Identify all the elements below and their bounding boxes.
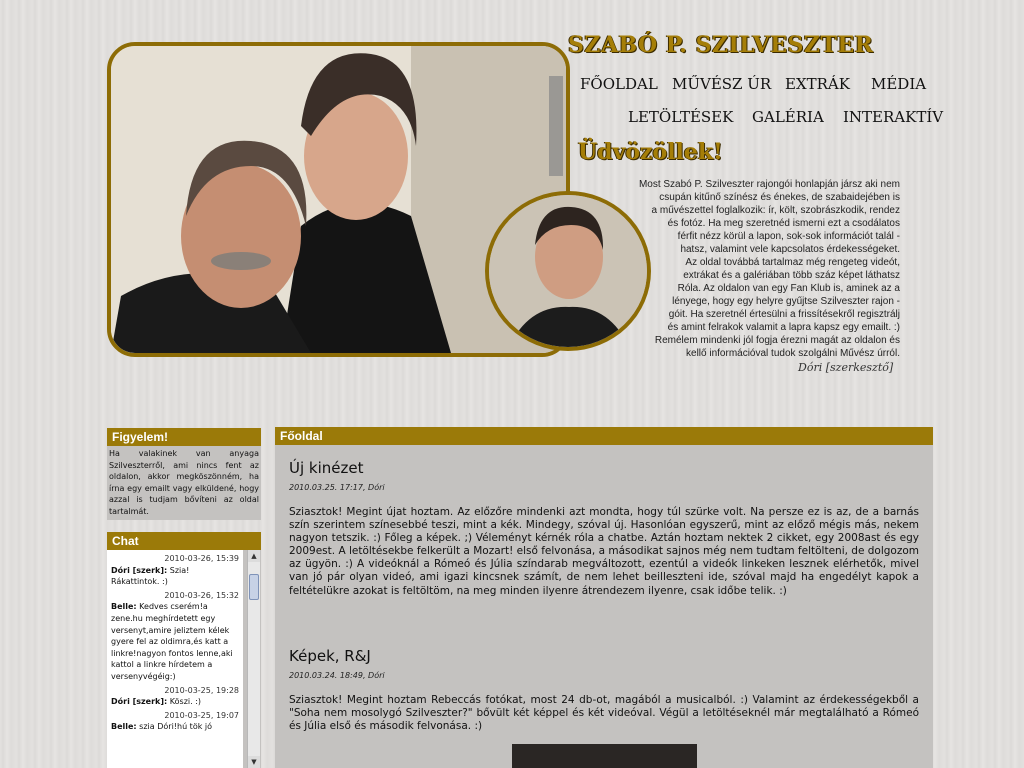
intro-line: hatsz, valamint vele kapcsolatos érdekességeket. [680,244,900,255]
chat-time: 2010-03-25, 19:28 [164,685,239,695]
intro-line: a művészettel foglalkozik: ír, költ, szobrászkodik, rendez [651,205,900,216]
intro-line: góit. Ha szeretnél értesülni a frissítésekről regisztrálj [668,309,900,320]
chat-text: Kedves cserém!a zene.hu meghírdetett egy versenyt,amire jeliztem kélek gyere fel az oldimra,és katt a linkre!nagyon fontos lenne,aki kattol a linkre hírdetem a versenyvégéig:) [111,602,233,681]
main-section-title: Főoldal [275,427,933,445]
post-body: Sziasztok! Megint újat hoztam. Az előzőre mindenki azt mondta, hogy túl szürke volt. Na persze ez is az, de a barnás szín szerintem színesebbé teszi, mint a kék. Mindegy, szóval új. Hasonlóan egyszerű, mint az előző mégis más, nekem nagyon tetszik. :) Főleg a képek. ;) Véleményt kérnék róla a chatbe. Aztán hoztam nektek 2 cikket, egy 2008ast és egy 2009est. A letöltésekbe felkerült a Mozart! első felvonása, a másodikat sajnos még nem tudtam feltölteni, de dolgozom az ügyön. :) A videóknál a Rómeó és Júlia színdarab megváltozott, ezentúl a videók linkeken lesznek elérhetők, mivel van jó pár olyan videó, ami igazi kincsnek számít, de nem lehet beilleszteni ide, szóval majd ha engedélyt kapok a feltételükre azokat is feltöltöm, na meg minden ilyenre átrendezem ilyenre, csak időbe telik. :) [289,506,920,597]
main-content [275,445,933,768]
intro-line: csupán kitűnő színész és énekes, de szabaidejében is [659,192,900,203]
post-meta: 2010.03.25. 17:17, Dóri [289,483,385,492]
chat-message [111,565,239,588]
intro-line: Remélem mindenki jól fogja érezni magát az oldalon és [654,335,900,346]
chat-author[interactable]: Dóri [szerk]: [111,697,168,707]
intro-line: lényege, hogy egy helyre gyűjtse Szilveszter rajon - [672,296,900,307]
chat-text: szia Dóri!hú tök jó [136,722,212,732]
post-image[interactable] [512,744,697,768]
intro-line: extrákat és a galériában több száz képet láthatsz [683,270,900,281]
post-title[interactable]: Új kinézet [289,459,364,477]
chat-time: 2010-03-25, 19:07 [164,710,239,720]
nav-extrak[interactable]: EXTRÁK [785,75,850,93]
notice-text: Ha valakinek van anyaga Szilveszterről, ami nincs fent az oldalon, akkor megköszönném, ha írna egy emailt vagy elküldené, hogy azzal is tudjam bővíteni az oldal tartalmát. [107,446,261,520]
notice-title: Figyelem! [107,428,261,446]
intro-line: kellő információval tudok szolgálni Művész úrról. [686,348,900,359]
nav-muvesz-ur[interactable]: MŰVÉSZ ÚR [672,75,772,93]
intro-line: és fotóz. Ha meg szeretnéd ismerni ezt a csodálatos [667,218,900,229]
post-meta: 2010.03.24. 18:49, Dóri [289,671,385,680]
intro-line: férfit nézz körül a lapon, sok-sok információt talál - [677,231,900,242]
chat-author[interactable]: Belle: [111,602,137,612]
post [289,647,919,733]
chat-title: Chat [107,532,261,550]
nav-fooldal[interactable]: FŐOLDAL [580,75,658,93]
chat-box [107,550,261,768]
scroll-down-icon[interactable]: ▼ [248,756,260,768]
chat-messages [107,550,243,768]
intro-line: Róla. Az oldalon van egy Fan Klub is, aminek az a [677,283,900,294]
chat-message [111,721,239,733]
chat-message [111,601,239,682]
chat-text: Köszi. :) [167,697,202,707]
intro-line: Az oldal továbbá tartalmaz még rengeteg videót, [685,257,900,268]
chat-time: 2010-03-26, 15:39 [164,554,239,563]
nav-interaktiv[interactable]: INTERAKTÍV [843,108,944,126]
chat-scrollbar[interactable] [247,550,260,768]
site-title[interactable]: SZABÓ P. SZILVESZTER [568,32,874,58]
signature: Dóri [szerkesztő] [798,361,894,374]
chat-text: Szia! Rákattintok. :) [111,565,190,587]
post-body: Sziasztok! Megint hoztam Rebeccás fotókat, most 24 db-ot, magából a musicalból. :) Valamint az érdekességekből a "Soha nem mosolygó Szilveszter?" bővült két képpel és két videóval. Végül a letöltéseknél már megtalálható a Rómeó és Júlia első és második felvonása. :) [289,694,919,733]
intro-text [560,178,900,360]
chat-time: 2010-03-26, 15:32 [164,590,239,600]
nav-media[interactable]: MÉDIA [871,75,927,93]
scroll-thumb[interactable] [249,574,259,600]
intro-line: Most Szabó P. Szilveszter rajongói honlapján jársz aki nem [638,179,900,190]
chat-author[interactable]: Belle: [111,722,137,732]
welcome-heading: Üdvözöllek! [578,139,723,165]
post [289,459,919,598]
post-title[interactable]: Képek, R&J [289,647,371,665]
scroll-up-icon[interactable]: ▲ [248,550,260,562]
chat-author[interactable]: Dóri [szerk]: [111,565,168,575]
nav-galeria[interactable]: GALÉRIA [752,108,824,126]
chat-message [111,696,239,708]
intro-line: és amint felrakok valamit a lapra kapsz egy emailt. :) [667,322,900,333]
nav-letoltesek[interactable]: LETÖLTÉSEK [628,108,734,126]
